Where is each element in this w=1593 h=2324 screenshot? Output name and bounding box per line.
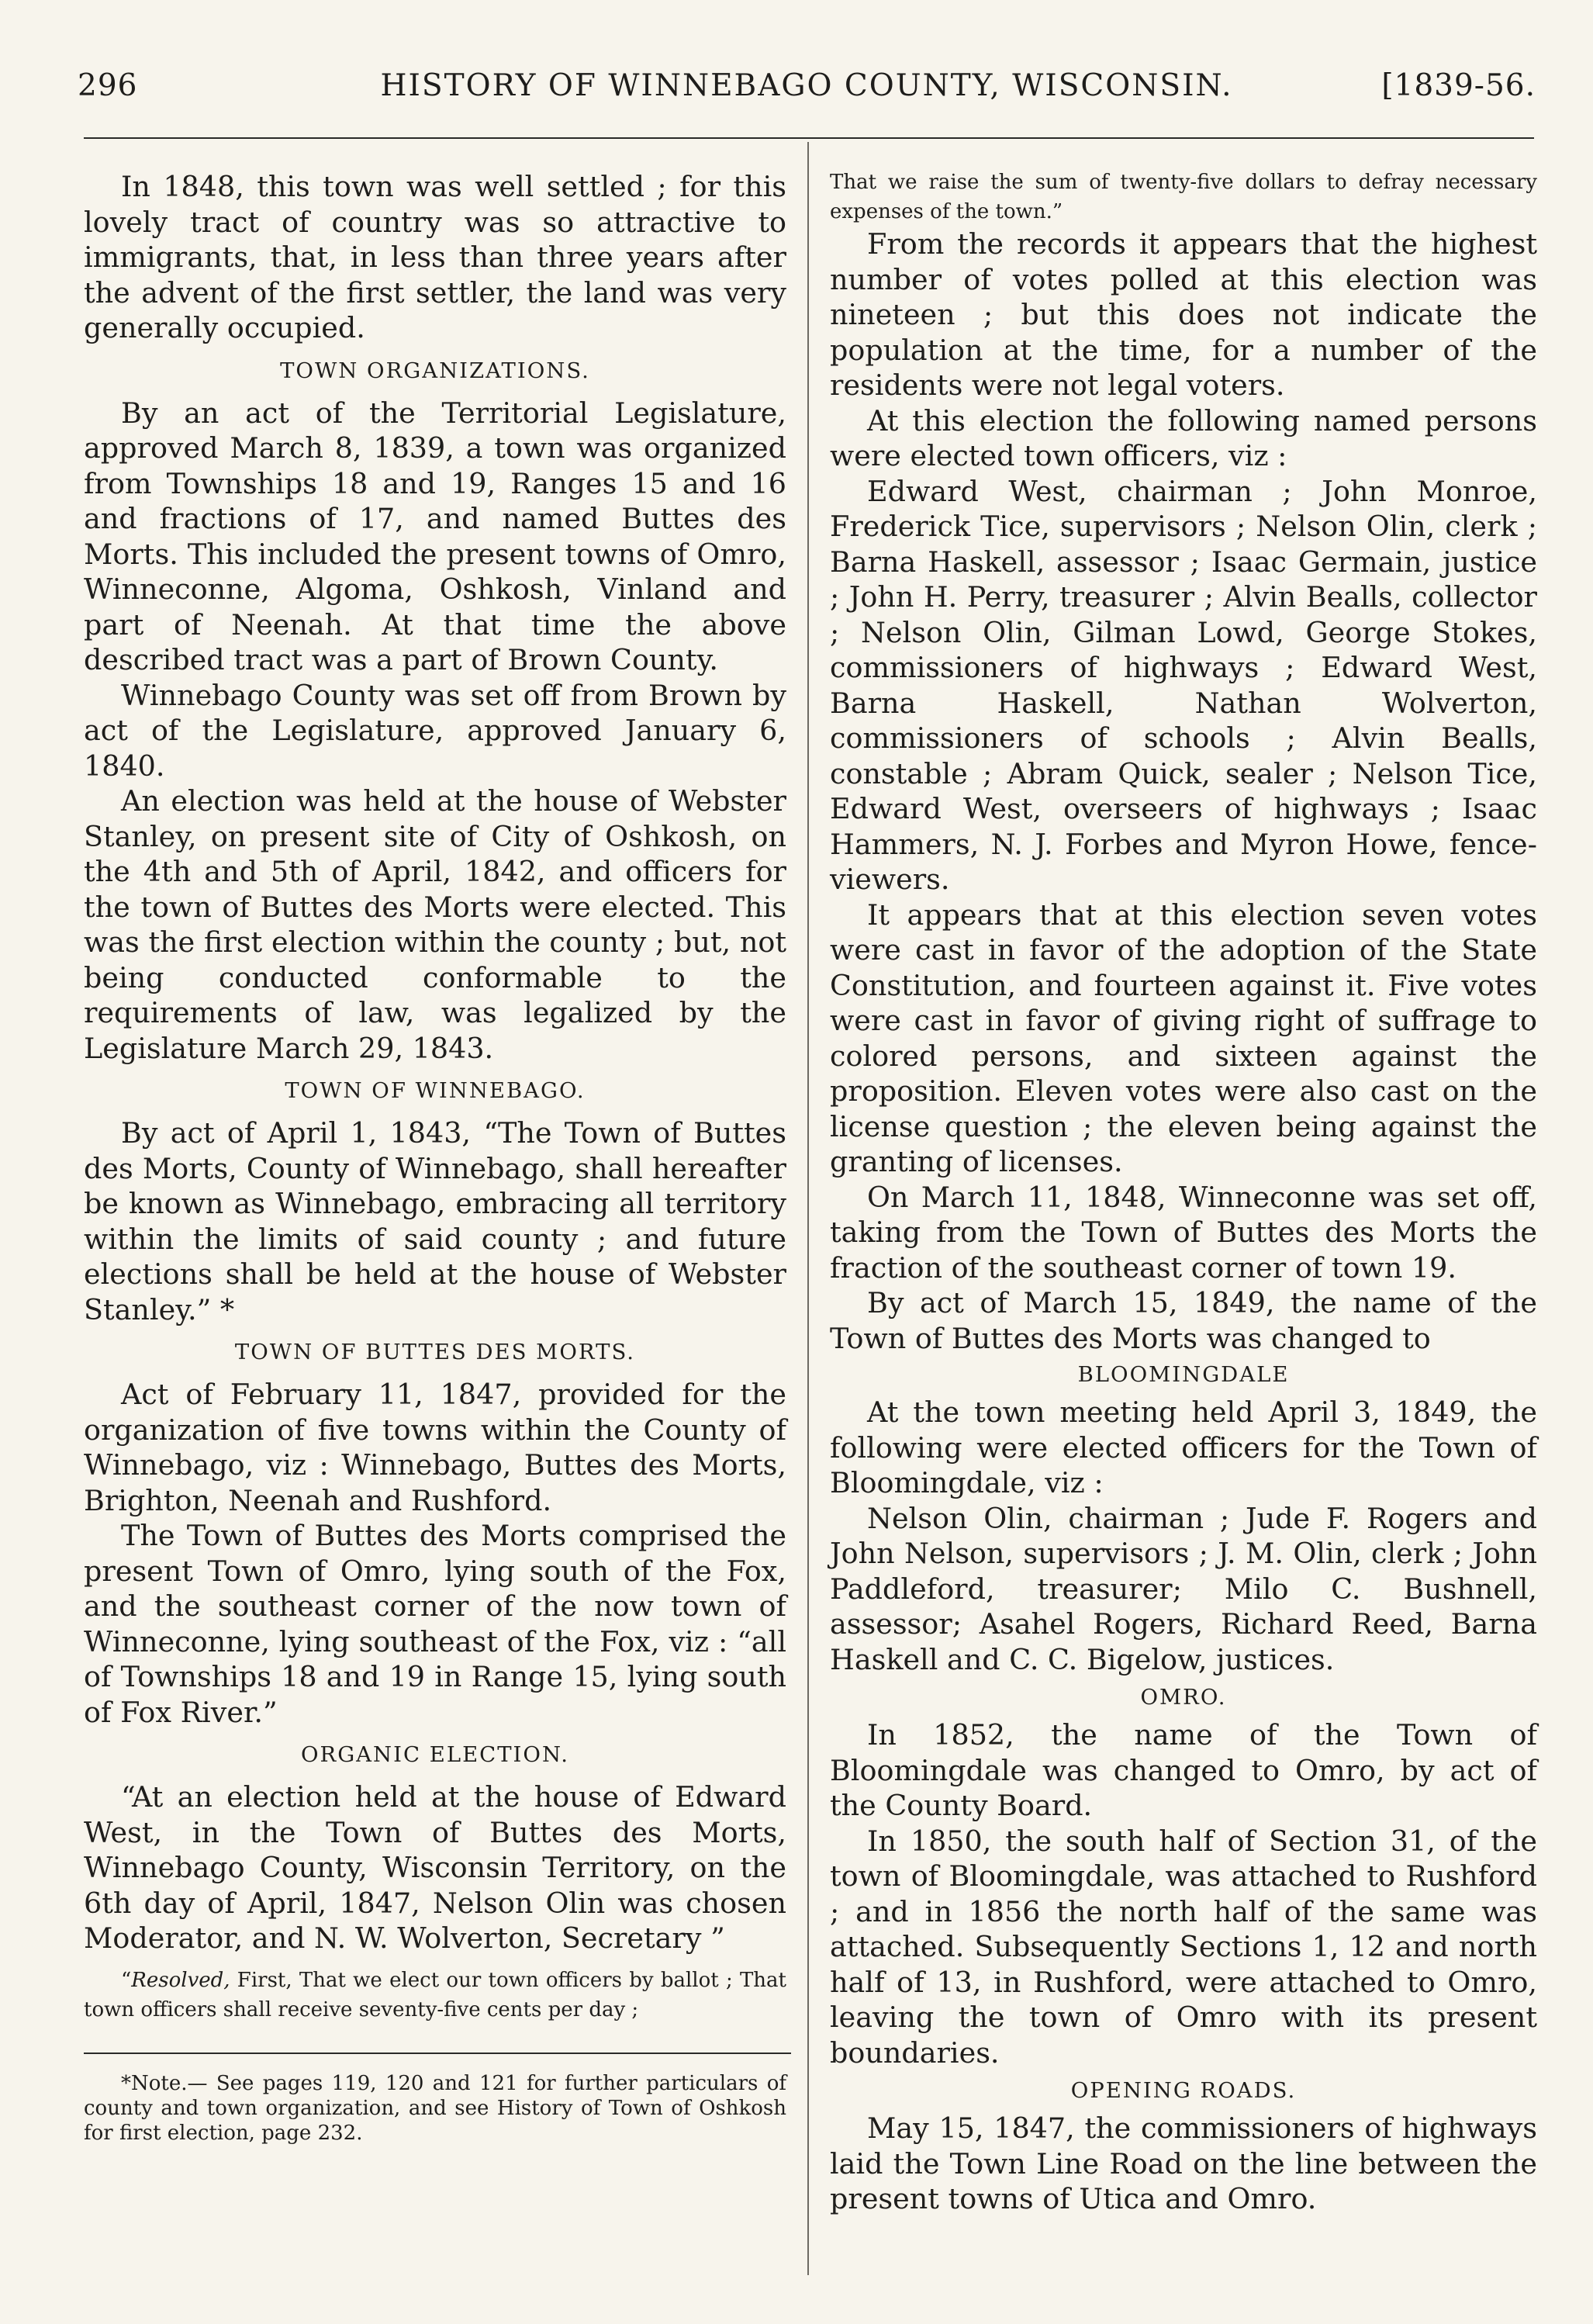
- running-title: HISTORY OF WINNEBAGO COUNTY, WISCONSIN.: [380, 68, 1233, 103]
- paragraph: In 1852, the name of the Town of Bloomingdale was changed to Omro, by act of the County Board.: [830, 1718, 1537, 1822]
- section-heading: TOWN OF WINNEBAGO.: [285, 1078, 586, 1103]
- resolved-word: Resolved,: [131, 1968, 230, 1992]
- date-range: [1839-56.: [1381, 68, 1536, 103]
- section-heading: OPENING ROADS.: [1070, 2078, 1297, 2103]
- paragraph: At the town meeting held April 3, 1849, the following were elected officers for the Town of Bloomingdale, viz :: [830, 1395, 1537, 1499]
- page-number: 296: [78, 68, 138, 103]
- section-heading: TOWN OF BUTTES DES MORTS.: [234, 1340, 636, 1364]
- footnote: [84, 2071, 786, 2146]
- resolution-continued: [830, 168, 1537, 227]
- section-heading: OMRO.: [1140, 1685, 1227, 1710]
- paragraph: By act of March 15, 1849, the name of the Town of Buttes des Morts was changed to: [830, 1286, 1537, 1355]
- right-column: [830, 168, 1537, 2217]
- section-heading: ORGANIC ELECTION.: [300, 1742, 570, 1767]
- section-heading: BLOOMINGDALE: [1077, 1362, 1290, 1387]
- paragraph: It appears that at this election seven votes were cast in favor of the adoption of the State Constitution, and fourteen against it. Five votes were cast in favor of giving right of suffrage to colored persons, and sixteen against the proposition. Eleven votes were also cast on the license question ; the eleven being against the granting of licenses.: [830, 897, 1537, 1178]
- footnote-rule: [84, 2053, 791, 2054]
- footnote-text: *Note.— See pages 119, 120 and 121 for further particulars of county and town organization, and see History of Town of Oshkosh for first election, page 232.: [84, 2071, 786, 2145]
- resolution-body: First, That we elect our town officers by ballot ; That town officers shall receive seventy-five cents per day ;: [84, 1968, 786, 2021]
- column-divider: [807, 142, 809, 2275]
- paragraph: An election was held at the house of Webster Stanley, on present site of City of Oshkosh, on the 4th and 5th of April, 1842, and officers for the town of Buttes des Morts were elected. This was the first election within the county ; but, not being conducted conformable to the requirements of law, was legalized by the Legislature March 29, 1843.: [84, 784, 786, 1065]
- paragraph: Winnebago County was set off from Brown by act of the Legislature, approved January 6, 1840.: [84, 678, 786, 783]
- paragraph: Edward West, chairman ; John Monroe, Frederick Tice, supervisors ; Nelson Olin, clerk ; Barna Haskell, assessor ; Isaac Germain, justice ; John H. Perry, treasurer ; Alvin Bealls, collector ; Nelson Olin, Gilman Lowd, George Stokes, commissioners of highways ; Edward West, Barna Haskell, Nathan Wolverton, commissioners of schools ; Alvin Bealls, constable ; Abram Quick, sealer ; Nelson Tice, Edward West, overseers of highways ; Isaac Hammers, N. J. Forbes and Myron Howe, fence-viewers.: [830, 474, 1537, 896]
- header-rule: [84, 137, 1534, 139]
- paragraph: Nelson Olin, chairman ; Jude F. Rogers and John Nelson, supervisors ; J. M. Olin, clerk ; John Paddleford, treasurer; Milo C. Bushnell, assessor; Asahel Rogers, Richard Reed, Barna Haskell and C. C. Bigelow, justices.: [830, 1501, 1537, 1676]
- left-column: [84, 169, 786, 2146]
- running-header: [78, 68, 1536, 115]
- paragraph: At this election the following named persons were elected town officers, viz :: [830, 403, 1537, 472]
- paragraph: “At an election held at the house of Edward West, in the Town of Buttes des Morts, Winnebago County, Wisconsin Territory, on the 6th day of April, 1847, Nelson Olin was chosen Moderator, and N. W. Wolverton, Secretary ”: [84, 1780, 786, 1955]
- resolution-text: [84, 1966, 786, 2025]
- paragraph: By an act of the Territorial Legislature, approved March 8, 1839, a town was organized from Townships 18 and 19, Ranges 15 and 16 and fractions of 17, and named Buttes des Morts. This included the present towns of Omro, Winneconne, Algoma, Oshkosh, Vinland and part of Neenah. At that time the above described tract was a part of Brown County.: [84, 396, 786, 676]
- paragraph: From the records it appears that the highest number of votes polled at this election was nineteen ; but this does not indicate the population at the time, for a number of the residents were not legal voters.: [830, 227, 1537, 402]
- section-heading: TOWN ORGANIZATIONS.: [280, 358, 590, 383]
- paragraph: Act of February 11, 1847, provided for the organization of five towns within the County of Winnebago, viz : Winnebago, Buttes des Morts, Brighton, Neenah and Rushford.: [84, 1378, 786, 1517]
- paragraph: May 15, 1847, the commissioners of highways laid the Town Line Road on the line between the present towns of Utica and Omro.: [830, 2111, 1537, 2215]
- open-quote: “: [121, 1968, 132, 1992]
- paragraph: The Town of Buttes des Morts comprised the present Town of Omro, lying south of the Fox, and the southeast corner of the now town of Winneconne, lying southeast of the Fox, viz : “all of Townships 18 and 19 in Range 15, lying south of Fox River.”: [84, 1519, 786, 1729]
- paragraph: That we raise the sum of twenty-five dollars to defray necessary expenses of the town.”: [830, 171, 1537, 223]
- paragraph: By act of April 1, 1843, “The Town of Buttes des Morts, County of Winnebago, shall hereafter be known as Winnebago, embracing all territory within the limits of said county ; and future elections shall be held at the house of Webster Stanley.” *: [84, 1116, 786, 1326]
- paragraph: On March 11, 1848, Winneconne was set off, taking from the Town of Buttes des Morts the fraction of the southeast corner of town 19.: [830, 1180, 1537, 1285]
- paragraph: In 1848, this town was well settled ; for this lovely tract of country was so attractive to immigrants, that, in less than three years after the advent of the first settler, the land was very generally occupied.: [84, 170, 786, 344]
- paragraph: In 1850, the south half of Section 31, of the town of Bloomingdale, was attached to Rushford ; and in 1856 the north half of the same was attached. Subsequently Sections 1, 12 and north half of 13, in Rushford, were attached to Omro, leaving the town of Omro with its present boundaries.: [830, 1824, 1537, 2070]
